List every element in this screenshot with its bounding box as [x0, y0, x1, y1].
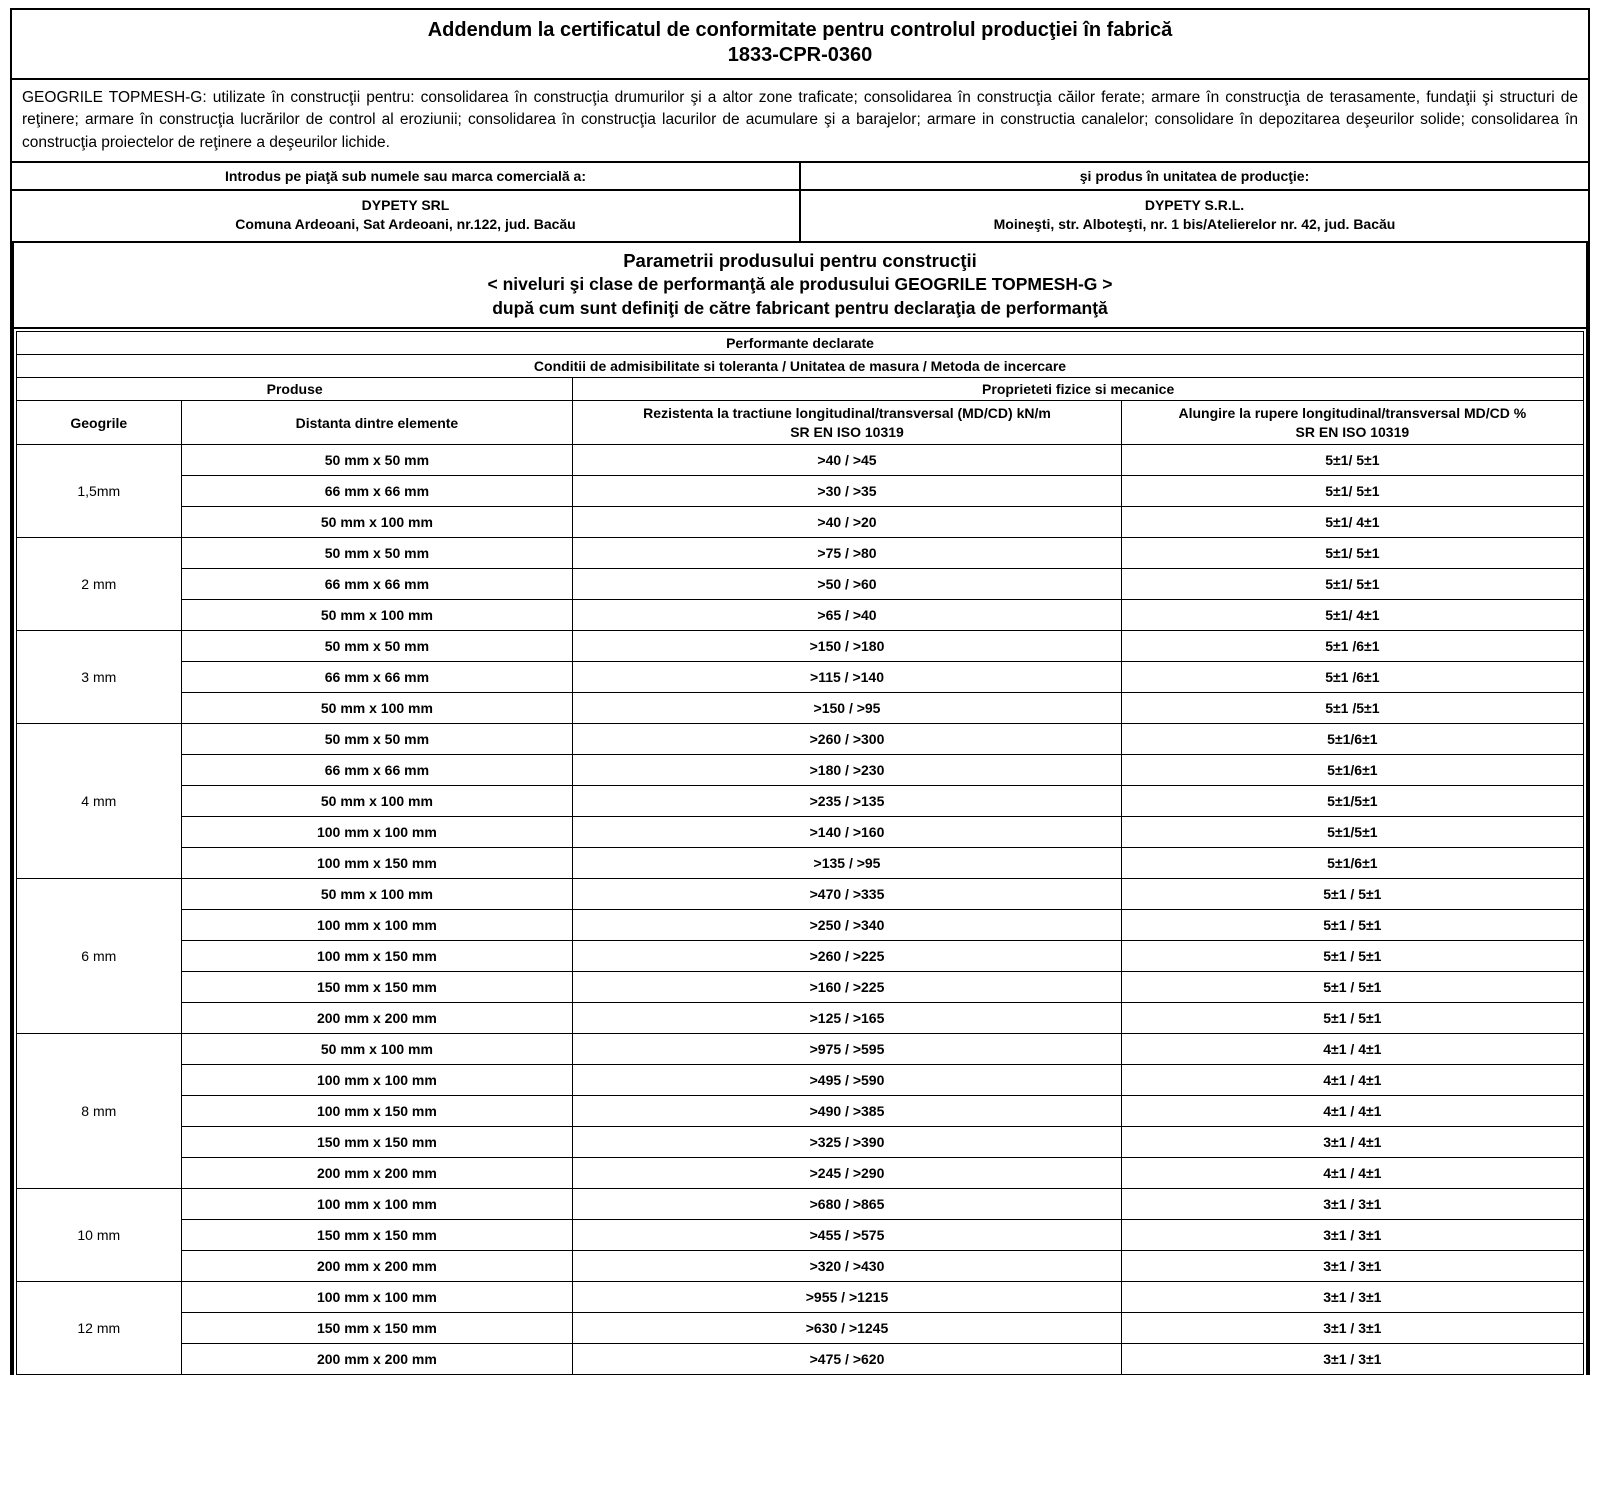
cell-distanta: 100 mm x 100 mm	[181, 1281, 573, 1312]
cell-distanta: 200 mm x 200 mm	[181, 1343, 573, 1374]
cell-distanta: 66 mm x 66 mm	[181, 754, 573, 785]
cell-alungire: 3±1 / 3±1	[1121, 1250, 1583, 1281]
cell-rezistenta: >40 / >20	[573, 506, 1121, 537]
cell-rezistenta: >75 / >80	[573, 537, 1121, 568]
cell-alungire: 5±1/ 4±1	[1121, 506, 1583, 537]
column-header-rezistenta	[573, 401, 1121, 444]
cell-geogrile: 10 mm	[17, 1188, 182, 1281]
cell-alungire: 4±1 / 4±1	[1121, 1095, 1583, 1126]
producer-right-cell	[800, 190, 1588, 242]
product-description-text: utilizate în construcţii pentru: consolidarea în construcţia drumurilor şi a altor zone traficate; consolidarea în construcţia căilor ferate; armare în construcţia de terasamente, fundaţii şi structuri de reţinere; armare în construcţia lucrărilor de control al eroziunii; consolidarea în construcţia lacurilor de acumulare şi a barajelor; armare in constructia canalelor; consolidare în depozitarea deşeurilor solide; consolidarea în construcţia proiectelor de reţinere a deşeurilor lichide.	[22, 89, 1578, 151]
table-row	[17, 754, 1584, 785]
column-header-distanta: Distanta dintre elemente	[181, 401, 573, 444]
cell-alungire: 3±1 / 4±1	[1121, 1126, 1583, 1157]
cell-distanta: 100 mm x 100 mm	[181, 816, 573, 847]
cell-alungire: 3±1 / 3±1	[1121, 1219, 1583, 1250]
document-title: Addendum la certificatul de conformitate pentru controlul producţiei în fabrică	[427, 19, 1173, 41]
column-header-rezistenta-standard: SR EN ISO 10319	[790, 423, 904, 440]
cell-rezistenta: >150 / >95	[573, 692, 1121, 723]
certificate-number: 1833-CPR-0360	[727, 44, 873, 66]
table-row	[17, 971, 1584, 1002]
cell-rezistenta: >235 / >135	[573, 785, 1121, 816]
table-row	[17, 537, 1584, 568]
cell-alungire: 5±1/6±1	[1121, 754, 1583, 785]
cell-rezistenta: >250 / >340	[573, 909, 1121, 940]
cell-rezistenta: >680 / >865	[573, 1188, 1121, 1219]
cell-distanta: 150 mm x 150 mm	[181, 971, 573, 1002]
cell-alungire: 5±1 / 5±1	[1121, 971, 1583, 1002]
banner-conditii-row	[17, 355, 1584, 378]
banner-performante: Performante declarate	[17, 332, 1584, 355]
cell-rezistenta: >320 / >430	[573, 1250, 1121, 1281]
table-row	[17, 1281, 1584, 1312]
cell-rezistenta: >975 / >595	[573, 1033, 1121, 1064]
cell-alungire: 3±1 / 3±1	[1121, 1343, 1583, 1374]
cell-geogrile: 2 mm	[17, 537, 182, 630]
performance-table-head	[17, 332, 1584, 444]
cell-rezistenta: >630 / >1245	[573, 1312, 1121, 1343]
cell-distanta: 100 mm x 100 mm	[181, 1188, 573, 1219]
cell-alungire: 5±1 /5±1	[1121, 692, 1583, 723]
table-row	[17, 1126, 1584, 1157]
table-row	[17, 816, 1584, 847]
cell-alungire: 5±1/ 5±1	[1121, 475, 1583, 506]
cell-alungire: 5±1/ 5±1	[1121, 444, 1583, 475]
cell-rezistenta: >245 / >290	[573, 1157, 1121, 1188]
cell-rezistenta: >115 / >140	[573, 661, 1121, 692]
product-name-label: GEOGRILE TOPMESH-G:	[22, 89, 207, 106]
cell-rezistenta: >125 / >165	[573, 1002, 1121, 1033]
cell-distanta: 50 mm x 50 mm	[181, 630, 573, 661]
cell-alungire: 5±1 /6±1	[1121, 630, 1583, 661]
group-header-produse: Produse	[17, 378, 573, 401]
cell-alungire: 5±1/6±1	[1121, 847, 1583, 878]
cell-distanta: 50 mm x 100 mm	[181, 785, 573, 816]
cell-rezistenta: >490 / >385	[573, 1095, 1121, 1126]
cell-distanta: 50 mm x 100 mm	[181, 692, 573, 723]
column-header-alungire-title: Alungire la rupere longitudinal/transversal MD/CD %	[1178, 405, 1527, 422]
cell-alungire: 3±1 / 3±1	[1121, 1188, 1583, 1219]
factory-name: DYPETY S.R.L.	[1144, 197, 1245, 214]
cell-geogrile: 3 mm	[17, 630, 182, 723]
table-row	[17, 723, 1584, 754]
cell-alungire: 3±1 / 3±1	[1121, 1281, 1583, 1312]
group-header-proprietati: Proprieteti fizice si mecanice	[573, 378, 1584, 401]
cell-distanta: 66 mm x 66 mm	[181, 475, 573, 506]
table-row	[17, 568, 1584, 599]
cell-rezistenta: >260 / >225	[573, 940, 1121, 971]
table-row	[17, 661, 1584, 692]
cell-geogrile: 4 mm	[17, 723, 182, 878]
cell-distanta: 50 mm x 100 mm	[181, 599, 573, 630]
cell-alungire: 4±1 / 4±1	[1121, 1157, 1583, 1188]
cell-rezistenta: >455 / >575	[573, 1219, 1121, 1250]
producer-header-right: şi produs în unitatea de producţie:	[800, 163, 1588, 190]
table-row	[17, 847, 1584, 878]
cell-distanta: 50 mm x 50 mm	[181, 444, 573, 475]
cell-rezistenta: >325 / >390	[573, 1126, 1121, 1157]
table-row	[17, 599, 1584, 630]
cell-alungire: 5±1 / 5±1	[1121, 1002, 1583, 1033]
cell-alungire: 5±1/ 5±1	[1121, 537, 1583, 568]
producer-value-row	[12, 190, 1588, 242]
cell-distanta: 50 mm x 100 mm	[181, 878, 573, 909]
parameters-line-1: Parametrii produsului pentru construcţii	[623, 250, 977, 272]
cell-distanta: 200 mm x 200 mm	[181, 1250, 573, 1281]
cell-distanta: 150 mm x 150 mm	[181, 1126, 573, 1157]
cell-rezistenta: >50 / >60	[573, 568, 1121, 599]
cell-distanta: 150 mm x 150 mm	[181, 1312, 573, 1343]
table-row	[17, 1343, 1584, 1374]
cell-rezistenta: >135 / >95	[573, 847, 1121, 878]
producer-table	[12, 163, 1588, 243]
table-row	[17, 1064, 1584, 1095]
table-row	[17, 475, 1584, 506]
cell-rezistenta: >30 / >35	[573, 475, 1121, 506]
column-header-alungire	[1121, 401, 1583, 444]
cell-distanta: 66 mm x 66 mm	[181, 661, 573, 692]
table-row	[17, 1250, 1584, 1281]
cell-rezistenta: >140 / >160	[573, 816, 1121, 847]
cell-rezistenta: >40 / >45	[573, 444, 1121, 475]
cell-alungire: 5±1/6±1	[1121, 723, 1583, 754]
title-block	[12, 10, 1588, 80]
cell-alungire: 5±1 / 5±1	[1121, 909, 1583, 940]
cell-alungire: 5±1/5±1	[1121, 816, 1583, 847]
table-row	[17, 878, 1584, 909]
cell-geogrile: 12 mm	[17, 1281, 182, 1374]
cell-geogrile: 8 mm	[17, 1033, 182, 1188]
banner-performante-row	[17, 332, 1584, 355]
cell-alungire: 5±1 / 5±1	[1121, 878, 1583, 909]
parameters-line-3: după cum sunt definiţi de către fabricant pentru declaraţia de performanţă	[492, 297, 1108, 318]
column-header-row	[17, 401, 1584, 444]
cell-distanta: 50 mm x 50 mm	[181, 537, 573, 568]
cell-distanta: 200 mm x 200 mm	[181, 1157, 573, 1188]
cell-distanta: 50 mm x 100 mm	[181, 506, 573, 537]
table-row	[17, 940, 1584, 971]
cell-alungire: 5±1/ 4±1	[1121, 599, 1583, 630]
performance-table	[16, 331, 1584, 1374]
table-row	[17, 1033, 1584, 1064]
brand-name: DYPETY SRL	[361, 197, 450, 214]
document-frame	[10, 8, 1590, 1375]
cell-distanta: 150 mm x 150 mm	[181, 1219, 573, 1250]
cell-distanta: 50 mm x 50 mm	[181, 723, 573, 754]
cell-distanta: 200 mm x 200 mm	[181, 1002, 573, 1033]
table-row	[17, 1188, 1584, 1219]
table-row	[17, 909, 1584, 940]
cell-distanta: 100 mm x 100 mm	[181, 909, 573, 940]
cell-geogrile: 6 mm	[17, 878, 182, 1033]
table-row	[17, 1002, 1584, 1033]
cell-rezistenta: >260 / >300	[573, 723, 1121, 754]
cell-distanta: 100 mm x 150 mm	[181, 1095, 573, 1126]
cell-distanta: 50 mm x 100 mm	[181, 1033, 573, 1064]
cell-distanta: 100 mm x 150 mm	[181, 940, 573, 971]
cell-alungire: 5±1/5±1	[1121, 785, 1583, 816]
cell-rezistenta: >475 / >620	[573, 1343, 1121, 1374]
performance-table-body	[17, 444, 1584, 1374]
cell-alungire: 4±1 / 4±1	[1121, 1033, 1583, 1064]
cell-alungire: 4±1 / 4±1	[1121, 1064, 1583, 1095]
producer-header-left: Introdus pe piaţă sub numele sau marca comercială a:	[12, 163, 800, 190]
table-row	[17, 1312, 1584, 1343]
cell-alungire: 5±1 /6±1	[1121, 661, 1583, 692]
table-row	[17, 1095, 1584, 1126]
brand-address: Comuna Ardeoani, Sat Ardeoani, nr.122, jud. Bacău	[235, 216, 576, 233]
cell-rezistenta: >495 / >590	[573, 1064, 1121, 1095]
cell-alungire: 5±1 / 5±1	[1121, 940, 1583, 971]
cell-rezistenta: >180 / >230	[573, 754, 1121, 785]
cell-alungire: 3±1 / 3±1	[1121, 1312, 1583, 1343]
cell-distanta: 66 mm x 66 mm	[181, 568, 573, 599]
table-row	[17, 785, 1584, 816]
table-row	[17, 1219, 1584, 1250]
parameters-heading	[12, 243, 1588, 329]
cell-rezistenta: >150 / >180	[573, 630, 1121, 661]
table-row	[17, 630, 1584, 661]
performance-table-wrapper	[12, 329, 1588, 1374]
column-header-rezistenta-title: Rezistenta la tractiune longitudinal/transversal (MD/CD) kN/m	[643, 405, 1051, 422]
cell-rezistenta: >160 / >225	[573, 971, 1121, 1002]
producer-left-cell	[12, 190, 800, 242]
cell-rezistenta: >65 / >40	[573, 599, 1121, 630]
column-header-geogrile: Geogrile	[17, 401, 182, 444]
table-row	[17, 692, 1584, 723]
column-header-alungire-standard: SR EN ISO 10319	[1295, 423, 1410, 440]
table-row	[17, 444, 1584, 475]
table-row	[17, 1157, 1584, 1188]
banner-conditii: Conditii de admisibilitate si toleranta / Unitatea de masura / Metoda de incercare	[17, 355, 1584, 378]
producer-header-row	[12, 163, 1588, 190]
cell-geogrile: 1,5mm	[17, 444, 182, 537]
cell-alungire: 5±1/ 5±1	[1121, 568, 1583, 599]
factory-address: Moineşti, str. Alboteşti, nr. 1 bis/Atelierelor nr. 42, jud. Bacău	[993, 216, 1396, 233]
group-header-row	[17, 378, 1584, 401]
product-description	[12, 80, 1588, 163]
parameters-line-2: < niveluri şi clase de performanţă ale produsului GEOGRILE TOPMESH-G >	[487, 274, 1113, 295]
table-row	[17, 506, 1584, 537]
cell-distanta: 100 mm x 100 mm	[181, 1064, 573, 1095]
cell-rezistenta: >955 / >1215	[573, 1281, 1121, 1312]
cell-distanta: 100 mm x 150 mm	[181, 847, 573, 878]
cell-rezistenta: >470 / >335	[573, 878, 1121, 909]
